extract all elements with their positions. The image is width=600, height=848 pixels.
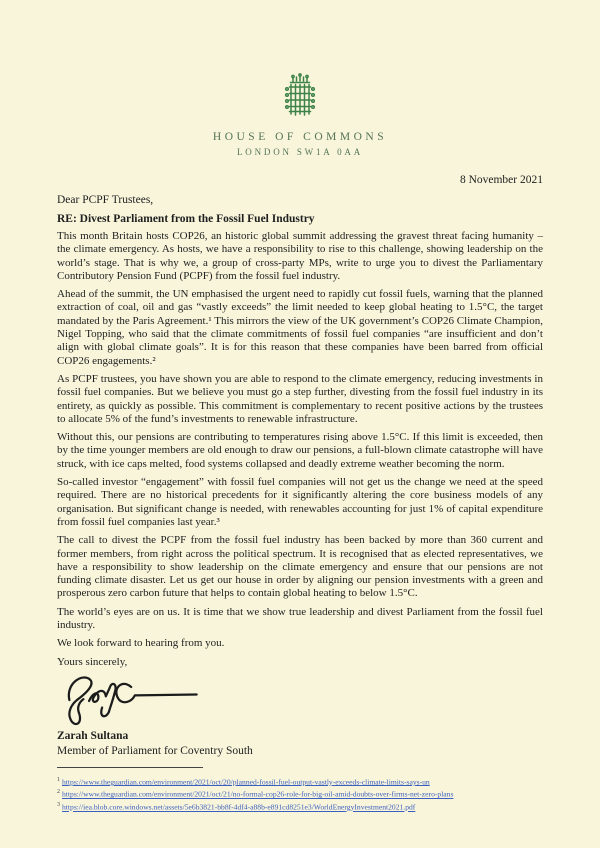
paragraph-7: The world’s eyes are on us. It is time that we show true leadership and divest Parliament from the fossil fuel industry. xyxy=(57,605,543,632)
signer-title: Member of Parliament for Coventry South xyxy=(57,744,253,757)
handwritten-signature-icon xyxy=(57,672,543,730)
signer-name: Zarah Sultana xyxy=(57,729,129,742)
footnote-3-link[interactable]: https://iea.blob.core.windows.net/assets/5e6b3821-bb8f-4df4-a88b-e891cd8251e3/WorldEnergyInvestment2021.pdf xyxy=(62,802,416,812)
paragraph-3: As PCPF trustees, you have shown you are able to respond to the climate emergency, reducing investments in fossil fuel companies. But we believe you must go a step further, divesting from the fossil fuel industry in its entirety, as quickly as possible. This commitment is complementary to recent positive actions by the trustees to allocate 5% of the fund’s investments to renewable infrastructure. xyxy=(57,372,543,425)
portcullis-crest-icon xyxy=(284,105,316,122)
subject-line: RE: Divest Parliament from the Fossil Fuel Industry xyxy=(57,213,315,225)
footnote-1-link[interactable]: https://www.theguardian.com/environment/2021/oct/20/planned-fossil-fuel-output-vastly-exceeds-climate-limits-says-un xyxy=(62,777,430,787)
salutation: Dear PCPF Trustees, xyxy=(57,194,154,206)
letterhead-address: LONDON SW1A 0AA xyxy=(237,147,363,157)
footnote-2-link[interactable]: https://www.theguardian.com/environment/2021/oct/21/no-formal-cop26-role-for-big-oil-amid-doubts-over-firms-net-zero-plans xyxy=(62,789,454,799)
paragraph-4: Without this, our pensions are contributing to temperatures rising above 1.5°C. If this limit is exceeded, then by the time younger members are old enough to draw our pensions, a full-blown climate catastrophe will have struck, with ice caps melted, food systems collapsed and deadly extreme weather becoming the norm. xyxy=(57,431,543,470)
footnote-2 xyxy=(57,787,543,800)
paragraph-5: So-called investor “engagement” with fossil fuel companies will not get us the change we need at the speed required. There are no historical precedents for it significantly altering the core business models of any organisation. But significant change is needed, with renewables accounting for just 1% of capital expenditure from fossil fuel companies last year.³ xyxy=(57,476,543,528)
footnote-3 xyxy=(57,800,543,813)
footnote-1 xyxy=(57,775,543,788)
footnote-3-marker: 3 xyxy=(57,801,60,808)
valediction: Yours sincerely, xyxy=(57,655,128,668)
closing-line: We look forward to hearing from you. xyxy=(57,637,225,650)
footnote-2-marker: 2 xyxy=(57,789,60,796)
paragraph-6: The call to divest the PCPF from the fossil fuel industry has been backed by more than 360 current and former members, from right across the political spectrum. It is recognised that as elected representatives, we have a responsibility to show leadership on the climate emergency and ensure that our pensions are not funding climate disaster. Let us get our house in order by aligning our pension investments with a green and prosperous zero carbon future that helps to contain global heating to below 1.5°C. xyxy=(57,534,543,600)
paragraph-2: Ahead of the summit, the UN emphasised the urgent need to rapidly cut fossil fuels, warning that the planned extraction of coal, oil and gas “vastly exceeds” the limit needed to keep global heating to 1.5°C, the target mandated by the Paris Agreement.¹ This mirrors the view of the UK government’s COP26 Climate Champion, Nigel Topping, who said that the climate commitments of fossil fuel companies “are insufficient and don’t align with global climate goals”. It is for this reason that these companies have been barred from official COP26 engagements.² xyxy=(57,288,543,367)
footnote-separator xyxy=(57,767,203,768)
letter-date: 8 November 2021 xyxy=(459,174,543,186)
letterhead xyxy=(57,0,543,157)
footnotes xyxy=(57,775,543,813)
footnote-1-marker: 1 xyxy=(57,776,60,783)
letterhead-title: HOUSE OF COMMONS xyxy=(212,131,388,143)
paragraph-1: This month Britain hosts COP26, an historic global summit addressing the gravest threat facing humanity – the climate emergency. As hosts, we have a responsibility to rise to this challenge, showing leadership on the world’s stage. That is why we, a group of cross-party MPs, write to urge you to divest the Parliamentary Contributory Pension Fund (PCPF) from the fossil fuel industry. xyxy=(57,230,543,282)
